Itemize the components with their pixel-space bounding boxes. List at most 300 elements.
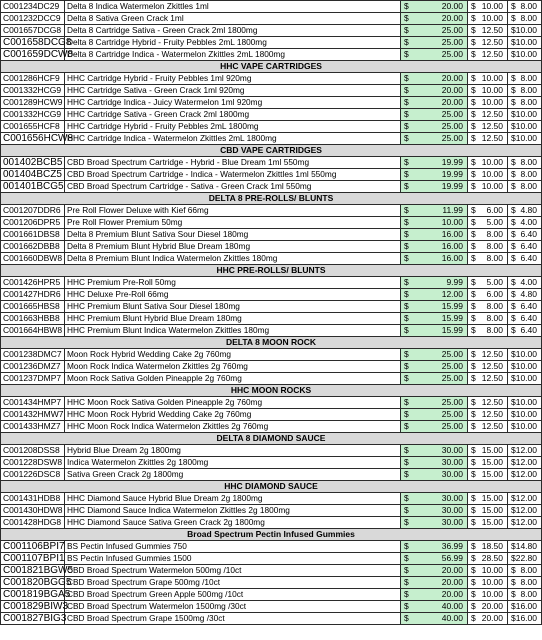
currency-symbol: $ bbox=[471, 121, 476, 131]
currency-symbol: $ bbox=[511, 601, 516, 611]
description-cell: CBD Broad Spectrum Grape 500mg /10ct bbox=[65, 577, 401, 589]
product-row bbox=[1, 121, 542, 133]
currency-symbol: $ bbox=[404, 373, 409, 383]
description-cell: HHC Cartridge Sativa - Green Crack 2ml 1800mg bbox=[65, 109, 401, 121]
currency-symbol: $ bbox=[511, 205, 516, 215]
currency-symbol: $ bbox=[404, 469, 409, 479]
half-price-cell bbox=[468, 313, 508, 325]
price-cell bbox=[401, 397, 468, 409]
half-price-cell bbox=[468, 349, 508, 361]
amount: 10.00 bbox=[515, 409, 537, 419]
half-price-cell bbox=[468, 469, 508, 481]
product-row bbox=[1, 37, 542, 49]
amount: 25.00 bbox=[441, 349, 463, 359]
product-row bbox=[1, 541, 542, 553]
sku-cell: C001659DCW8 bbox=[1, 49, 65, 61]
half-price-cell bbox=[468, 277, 508, 289]
amount: 12.50 bbox=[481, 349, 503, 359]
wholesale-price-cell bbox=[508, 301, 542, 313]
section-header: HHC MOON ROCKS bbox=[1, 385, 542, 397]
amount: 6.00 bbox=[486, 289, 503, 299]
currency-symbol: $ bbox=[471, 469, 476, 479]
price-cell bbox=[401, 505, 468, 517]
price-cell bbox=[401, 169, 468, 181]
sku-cell: C001208DSS8 bbox=[1, 445, 65, 457]
description-cell: Hybrid Blue Dream 2g 1800mg bbox=[65, 445, 401, 457]
description-cell: HHC Premium Blunt Sativa Sour Diesel 180mg bbox=[65, 301, 401, 313]
currency-symbol: $ bbox=[404, 169, 409, 179]
description-cell: HHC Moon Rock Hybrid Wedding Cake 2g 760mg bbox=[65, 409, 401, 421]
currency-symbol: $ bbox=[471, 241, 476, 251]
amount: 15.00 bbox=[481, 505, 503, 515]
wholesale-price-cell bbox=[508, 109, 542, 121]
currency-symbol: $ bbox=[404, 37, 409, 47]
description-cell: HHC Deluxe Pre-Roll 66mg bbox=[65, 289, 401, 301]
amount: 20.00 bbox=[441, 97, 463, 107]
product-row bbox=[1, 205, 542, 217]
sku-cell: C001286HCF9 bbox=[1, 73, 65, 85]
amount: 12.00 bbox=[515, 445, 537, 455]
currency-symbol: $ bbox=[511, 73, 516, 83]
currency-symbol: $ bbox=[511, 1, 516, 11]
sku-cell: C001433HMZ7 bbox=[1, 421, 65, 433]
half-price-cell bbox=[468, 181, 508, 193]
amount: 8.00 bbox=[520, 565, 537, 575]
half-price-cell bbox=[468, 133, 508, 145]
half-price-cell bbox=[468, 421, 508, 433]
product-row bbox=[1, 253, 542, 265]
currency-symbol: $ bbox=[404, 565, 409, 575]
amount: 10.00 bbox=[515, 373, 537, 383]
description-cell: HHC Cartridge Hybrid - Fruity Pebbles 1ml 920mg bbox=[65, 73, 401, 85]
amount: 6.40 bbox=[520, 229, 537, 239]
currency-symbol: $ bbox=[404, 589, 409, 599]
section-header: DELTA 8 DIAMOND SAUCE bbox=[1, 433, 542, 445]
currency-symbol: $ bbox=[511, 409, 516, 419]
currency-symbol: $ bbox=[471, 289, 476, 299]
wholesale-price-cell bbox=[508, 445, 542, 457]
amount: 4.80 bbox=[520, 205, 537, 215]
currency-symbol: $ bbox=[511, 169, 516, 179]
section-header-row bbox=[1, 433, 542, 445]
amount: 8.00 bbox=[486, 241, 503, 251]
currency-symbol: $ bbox=[511, 541, 516, 551]
currency-symbol: $ bbox=[404, 277, 409, 287]
amount: 25.00 bbox=[441, 409, 463, 419]
description-cell: Pre Roll Flower Premium 50mg bbox=[65, 217, 401, 229]
currency-symbol: $ bbox=[471, 205, 476, 215]
amount: 12.00 bbox=[515, 517, 537, 527]
amount: 25.00 bbox=[441, 109, 463, 119]
amount: 6.40 bbox=[520, 325, 537, 335]
product-row bbox=[1, 493, 542, 505]
currency-symbol: $ bbox=[404, 517, 409, 527]
amount: 10.00 bbox=[481, 73, 503, 83]
wholesale-price-cell bbox=[508, 205, 542, 217]
currency-symbol: $ bbox=[471, 109, 476, 119]
half-price-cell bbox=[468, 85, 508, 97]
currency-symbol: $ bbox=[471, 553, 476, 563]
amount: 16.00 bbox=[515, 601, 537, 611]
wholesale-price-cell bbox=[508, 409, 542, 421]
wholesale-price-cell bbox=[508, 49, 542, 61]
amount: 12.50 bbox=[481, 361, 503, 371]
currency-symbol: $ bbox=[511, 361, 516, 371]
description-cell: HHC Cartridge Indica - Juicy Watermelon 1ml 920mg bbox=[65, 97, 401, 109]
price-cell bbox=[401, 493, 468, 505]
amount: 6.40 bbox=[520, 313, 537, 323]
amount: 10.00 bbox=[515, 121, 537, 131]
description-cell: CBD Broad Spectrum Cartridge - Indica - Watermelon Zkittles 1ml 550mg bbox=[65, 169, 401, 181]
price-table-body bbox=[1, 1, 542, 625]
product-row bbox=[1, 565, 542, 577]
description-cell: HHC Moon Rock Indica Watermelon Zkittles 2g 760mg bbox=[65, 421, 401, 433]
half-price-cell bbox=[468, 289, 508, 301]
currency-symbol: $ bbox=[471, 85, 476, 95]
currency-symbol: $ bbox=[511, 421, 516, 431]
description-cell: Delta 8 Indica Watermelon Zkittles 1ml bbox=[65, 1, 401, 13]
wholesale-price-cell bbox=[508, 565, 542, 577]
description-cell: Indica Watermelon Zkittles 2g 1800mg bbox=[65, 457, 401, 469]
product-row bbox=[1, 469, 542, 481]
amount: 12.50 bbox=[481, 121, 503, 131]
amount: 8.00 bbox=[486, 301, 503, 311]
amount: 12.50 bbox=[481, 397, 503, 407]
wholesale-price-cell bbox=[508, 517, 542, 529]
product-row bbox=[1, 409, 542, 421]
amount: 8.00 bbox=[520, 1, 537, 11]
amount: 8.00 bbox=[486, 325, 503, 335]
price-cell bbox=[401, 25, 468, 37]
price-cell bbox=[401, 301, 468, 313]
section-header-row bbox=[1, 145, 542, 157]
wholesale-price-cell bbox=[508, 157, 542, 169]
product-row bbox=[1, 577, 542, 589]
currency-symbol: $ bbox=[471, 169, 476, 179]
description-cell: Delta 8 Premium Blunt Sativa Sour Diesel 180mg bbox=[65, 229, 401, 241]
currency-symbol: $ bbox=[404, 1, 409, 11]
product-row bbox=[1, 313, 542, 325]
product-row bbox=[1, 73, 542, 85]
amount: 15.99 bbox=[441, 301, 463, 311]
description-cell: Delta 8 Premium Blunt Indica Watermelon Zkittles 180mg bbox=[65, 253, 401, 265]
currency-symbol: $ bbox=[404, 553, 409, 563]
half-price-cell bbox=[468, 109, 508, 121]
currency-symbol: $ bbox=[404, 409, 409, 419]
wholesale-price-cell bbox=[508, 37, 542, 49]
amount: 15.99 bbox=[441, 325, 463, 335]
product-row bbox=[1, 13, 542, 25]
currency-symbol: $ bbox=[511, 277, 516, 287]
price-cell bbox=[401, 121, 468, 133]
amount: 18.50 bbox=[481, 541, 503, 551]
wholesale-price-cell bbox=[508, 241, 542, 253]
wholesale-price-cell bbox=[508, 577, 542, 589]
amount: 12.50 bbox=[481, 25, 503, 35]
description-cell: Delta 8 Cartridge Indica - Watermelon Zkittles 2mL 1800mg bbox=[65, 49, 401, 61]
price-cell bbox=[401, 1, 468, 13]
description-cell: HHC Cartridge Sativa - Green Crack 1ml 920mg bbox=[65, 85, 401, 97]
amount: 8.00 bbox=[520, 157, 537, 167]
currency-symbol: $ bbox=[471, 301, 476, 311]
price-cell bbox=[401, 157, 468, 169]
amount: 4.80 bbox=[520, 289, 537, 299]
currency-symbol: $ bbox=[511, 241, 516, 251]
description-cell: Delta 8 Premium Blunt Hybrid Blue Dream 180mg bbox=[65, 241, 401, 253]
half-price-cell bbox=[468, 121, 508, 133]
wholesale-price-cell bbox=[508, 217, 542, 229]
amount: 10.00 bbox=[481, 13, 503, 23]
product-row bbox=[1, 301, 542, 313]
amount: 8.00 bbox=[520, 85, 537, 95]
amount: 20.00 bbox=[481, 613, 503, 623]
price-cell bbox=[401, 421, 468, 433]
currency-symbol: $ bbox=[471, 421, 476, 431]
amount: 8.00 bbox=[520, 73, 537, 83]
currency-symbol: $ bbox=[471, 181, 476, 191]
amount: 25.00 bbox=[441, 121, 463, 131]
amount: 25.00 bbox=[441, 49, 463, 59]
currency-symbol: $ bbox=[511, 157, 516, 167]
amount: 6.00 bbox=[486, 205, 503, 215]
currency-symbol: $ bbox=[404, 541, 409, 551]
currency-symbol: $ bbox=[511, 121, 516, 131]
sku-cell: C001428HDG8 bbox=[1, 517, 65, 529]
amount: 25.00 bbox=[441, 361, 463, 371]
product-row bbox=[1, 1, 542, 13]
section-header: Broad Spectrum Pectin Infused Gummies bbox=[1, 529, 542, 541]
amount: 10.00 bbox=[515, 37, 537, 47]
wholesale-price-cell bbox=[508, 253, 542, 265]
amount: 6.40 bbox=[520, 241, 537, 251]
sku-cell: C001665HBS8 bbox=[1, 301, 65, 313]
currency-symbol: $ bbox=[404, 505, 409, 515]
half-price-cell bbox=[468, 97, 508, 109]
currency-symbol: $ bbox=[471, 541, 476, 551]
sku-cell: C001662DBB8 bbox=[1, 241, 65, 253]
currency-symbol: $ bbox=[404, 157, 409, 167]
description-cell: HHC Diamond Sauce Sativa Green Crack 2g 1800mg bbox=[65, 517, 401, 529]
product-row bbox=[1, 289, 542, 301]
amount: 10.00 bbox=[481, 1, 503, 11]
wholesale-price-cell bbox=[508, 277, 542, 289]
amount: 12.00 bbox=[515, 493, 537, 503]
currency-symbol: $ bbox=[471, 457, 476, 467]
sku-cell: C001236DMZ7 bbox=[1, 361, 65, 373]
sku-cell: C001658DCG8 bbox=[1, 37, 65, 49]
price-cell bbox=[401, 589, 468, 601]
amount: 15.00 bbox=[481, 445, 503, 455]
amount: 30.00 bbox=[441, 517, 463, 527]
half-price-cell bbox=[468, 397, 508, 409]
amount: 4.00 bbox=[520, 217, 537, 227]
sku-cell: C001107BPI1 bbox=[1, 553, 65, 565]
half-price-cell bbox=[468, 1, 508, 13]
price-cell bbox=[401, 205, 468, 217]
wholesale-price-cell bbox=[508, 73, 542, 85]
currency-symbol: $ bbox=[471, 493, 476, 503]
wholesale-price-cell bbox=[508, 469, 542, 481]
currency-symbol: $ bbox=[471, 13, 476, 23]
currency-symbol: $ bbox=[471, 133, 476, 143]
amount: 12.00 bbox=[441, 289, 463, 299]
description-cell: HHC Premium Blunt Hybrid Blue Dream 180mg bbox=[65, 313, 401, 325]
currency-symbol: $ bbox=[404, 325, 409, 335]
product-row bbox=[1, 109, 542, 121]
price-cell bbox=[401, 277, 468, 289]
wholesale-price-cell bbox=[508, 25, 542, 37]
section-header-row bbox=[1, 337, 542, 349]
amount: 20.00 bbox=[481, 601, 503, 611]
amount: 14.80 bbox=[515, 541, 537, 551]
price-cell bbox=[401, 565, 468, 577]
price-cell bbox=[401, 373, 468, 385]
description-cell: CBD Broad Spectrum Watermelon 500mg /10ct bbox=[65, 565, 401, 577]
sku-cell: C001656HCW8 bbox=[1, 133, 65, 145]
amount: 30.00 bbox=[441, 505, 463, 515]
amount: 12.00 bbox=[515, 505, 537, 515]
currency-symbol: $ bbox=[404, 229, 409, 239]
currency-symbol: $ bbox=[471, 349, 476, 359]
wholesale-price-cell bbox=[508, 133, 542, 145]
half-price-cell bbox=[468, 493, 508, 505]
currency-symbol: $ bbox=[511, 289, 516, 299]
price-cell bbox=[401, 217, 468, 229]
currency-symbol: $ bbox=[404, 97, 409, 107]
description-cell: CBD Broad Spectrum Watermelon 1500mg /30ct bbox=[65, 601, 401, 613]
currency-symbol: $ bbox=[471, 277, 476, 287]
section-header-row bbox=[1, 61, 542, 73]
price-cell bbox=[401, 457, 468, 469]
currency-symbol: $ bbox=[471, 229, 476, 239]
half-price-cell bbox=[468, 325, 508, 337]
currency-symbol: $ bbox=[511, 85, 516, 95]
currency-symbol: $ bbox=[511, 229, 516, 239]
amount: 20.00 bbox=[441, 73, 463, 83]
price-cell bbox=[401, 325, 468, 337]
sku-cell: C001821BGW5 bbox=[1, 565, 65, 577]
amount: 9.99 bbox=[446, 277, 463, 287]
price-cell bbox=[401, 409, 468, 421]
half-price-cell bbox=[468, 241, 508, 253]
sku-cell: C001207DDR6 bbox=[1, 205, 65, 217]
currency-symbol: $ bbox=[511, 181, 516, 191]
amount: 40.00 bbox=[441, 601, 463, 611]
sku-cell: 001404BCZ5 bbox=[1, 169, 65, 181]
amount: 10.00 bbox=[515, 109, 537, 119]
amount: 12.50 bbox=[481, 109, 503, 119]
currency-symbol: $ bbox=[471, 217, 476, 227]
section-header-row bbox=[1, 529, 542, 541]
amount: 10.00 bbox=[481, 97, 503, 107]
sku-cell: C001106BPI7 bbox=[1, 541, 65, 553]
sku-cell: C001430HDW8 bbox=[1, 505, 65, 517]
amount: 10.00 bbox=[481, 157, 503, 167]
currency-symbol: $ bbox=[511, 457, 516, 467]
wholesale-price-cell bbox=[508, 421, 542, 433]
wholesale-price-cell bbox=[508, 169, 542, 181]
amount: 20.00 bbox=[441, 589, 463, 599]
price-cell bbox=[401, 85, 468, 97]
amount: 12.50 bbox=[481, 421, 503, 431]
half-price-cell bbox=[468, 301, 508, 313]
amount: 4.00 bbox=[520, 277, 537, 287]
amount: 8.00 bbox=[520, 589, 537, 599]
wholesale-price-cell bbox=[508, 97, 542, 109]
amount: 10.00 bbox=[481, 577, 503, 587]
section-header: DELTA 8 MOON ROCK bbox=[1, 337, 542, 349]
amount: 22.80 bbox=[515, 553, 537, 563]
section-header: HHC PRE-ROLLS/ BLUNTS bbox=[1, 265, 542, 277]
currency-symbol: $ bbox=[404, 73, 409, 83]
amount: 25.00 bbox=[441, 25, 463, 35]
currency-symbol: $ bbox=[404, 133, 409, 143]
currency-symbol: $ bbox=[471, 445, 476, 455]
amount: 10.00 bbox=[515, 361, 537, 371]
amount: 16.00 bbox=[515, 613, 537, 623]
product-row bbox=[1, 217, 542, 229]
sku-cell: C001664HBW8 bbox=[1, 325, 65, 337]
currency-symbol: $ bbox=[471, 49, 476, 59]
description-cell: HHC Diamond Sauce Indica Watermelon Zkittles 2g 1800mg bbox=[65, 505, 401, 517]
description-cell: Delta 8 Cartridge Sativa - Green Crack 2ml 1800mg bbox=[65, 25, 401, 37]
currency-symbol: $ bbox=[511, 577, 516, 587]
amount: 12.50 bbox=[481, 37, 503, 47]
half-price-cell bbox=[468, 577, 508, 589]
currency-symbol: $ bbox=[404, 217, 409, 227]
amount: 16.00 bbox=[441, 241, 463, 251]
product-row bbox=[1, 157, 542, 169]
currency-symbol: $ bbox=[511, 37, 516, 47]
product-row bbox=[1, 601, 542, 613]
product-row bbox=[1, 613, 542, 625]
price-cell bbox=[401, 601, 468, 613]
currency-symbol: $ bbox=[404, 25, 409, 35]
amount: 5.00 bbox=[486, 217, 503, 227]
price-cell bbox=[401, 49, 468, 61]
section-header-row bbox=[1, 385, 542, 397]
sku-cell: C001332HCG9 bbox=[1, 85, 65, 97]
price-cell bbox=[401, 229, 468, 241]
currency-symbol: $ bbox=[511, 349, 516, 359]
currency-symbol: $ bbox=[404, 397, 409, 407]
wholesale-price-cell bbox=[508, 13, 542, 25]
amount: 20.00 bbox=[441, 85, 463, 95]
product-row bbox=[1, 589, 542, 601]
amount: 19.99 bbox=[441, 181, 463, 191]
amount: 10.00 bbox=[515, 49, 537, 59]
amount: 36.99 bbox=[441, 541, 463, 551]
currency-symbol: $ bbox=[471, 613, 476, 623]
amount: 30.00 bbox=[441, 445, 463, 455]
currency-symbol: $ bbox=[511, 505, 516, 515]
sku-cell: C001431HDB8 bbox=[1, 493, 65, 505]
sku-cell: C001206DPR5 bbox=[1, 217, 65, 229]
amount: 15.00 bbox=[481, 457, 503, 467]
amount: 10.00 bbox=[481, 589, 503, 599]
amount: 30.00 bbox=[441, 469, 463, 479]
price-cell bbox=[401, 73, 468, 85]
sku-cell: C001238DMC7 bbox=[1, 349, 65, 361]
half-price-cell bbox=[468, 49, 508, 61]
product-row bbox=[1, 445, 542, 457]
product-row bbox=[1, 373, 542, 385]
currency-symbol: $ bbox=[511, 301, 516, 311]
half-price-cell bbox=[468, 253, 508, 265]
currency-symbol: $ bbox=[511, 493, 516, 503]
description-cell: HHC Diamond Sauce Hybrid Blue Dream 2g 1800mg bbox=[65, 493, 401, 505]
description-cell: HHC Cartridge Hybrid - Fruity Pebbles 2mL 1800mg bbox=[65, 121, 401, 133]
